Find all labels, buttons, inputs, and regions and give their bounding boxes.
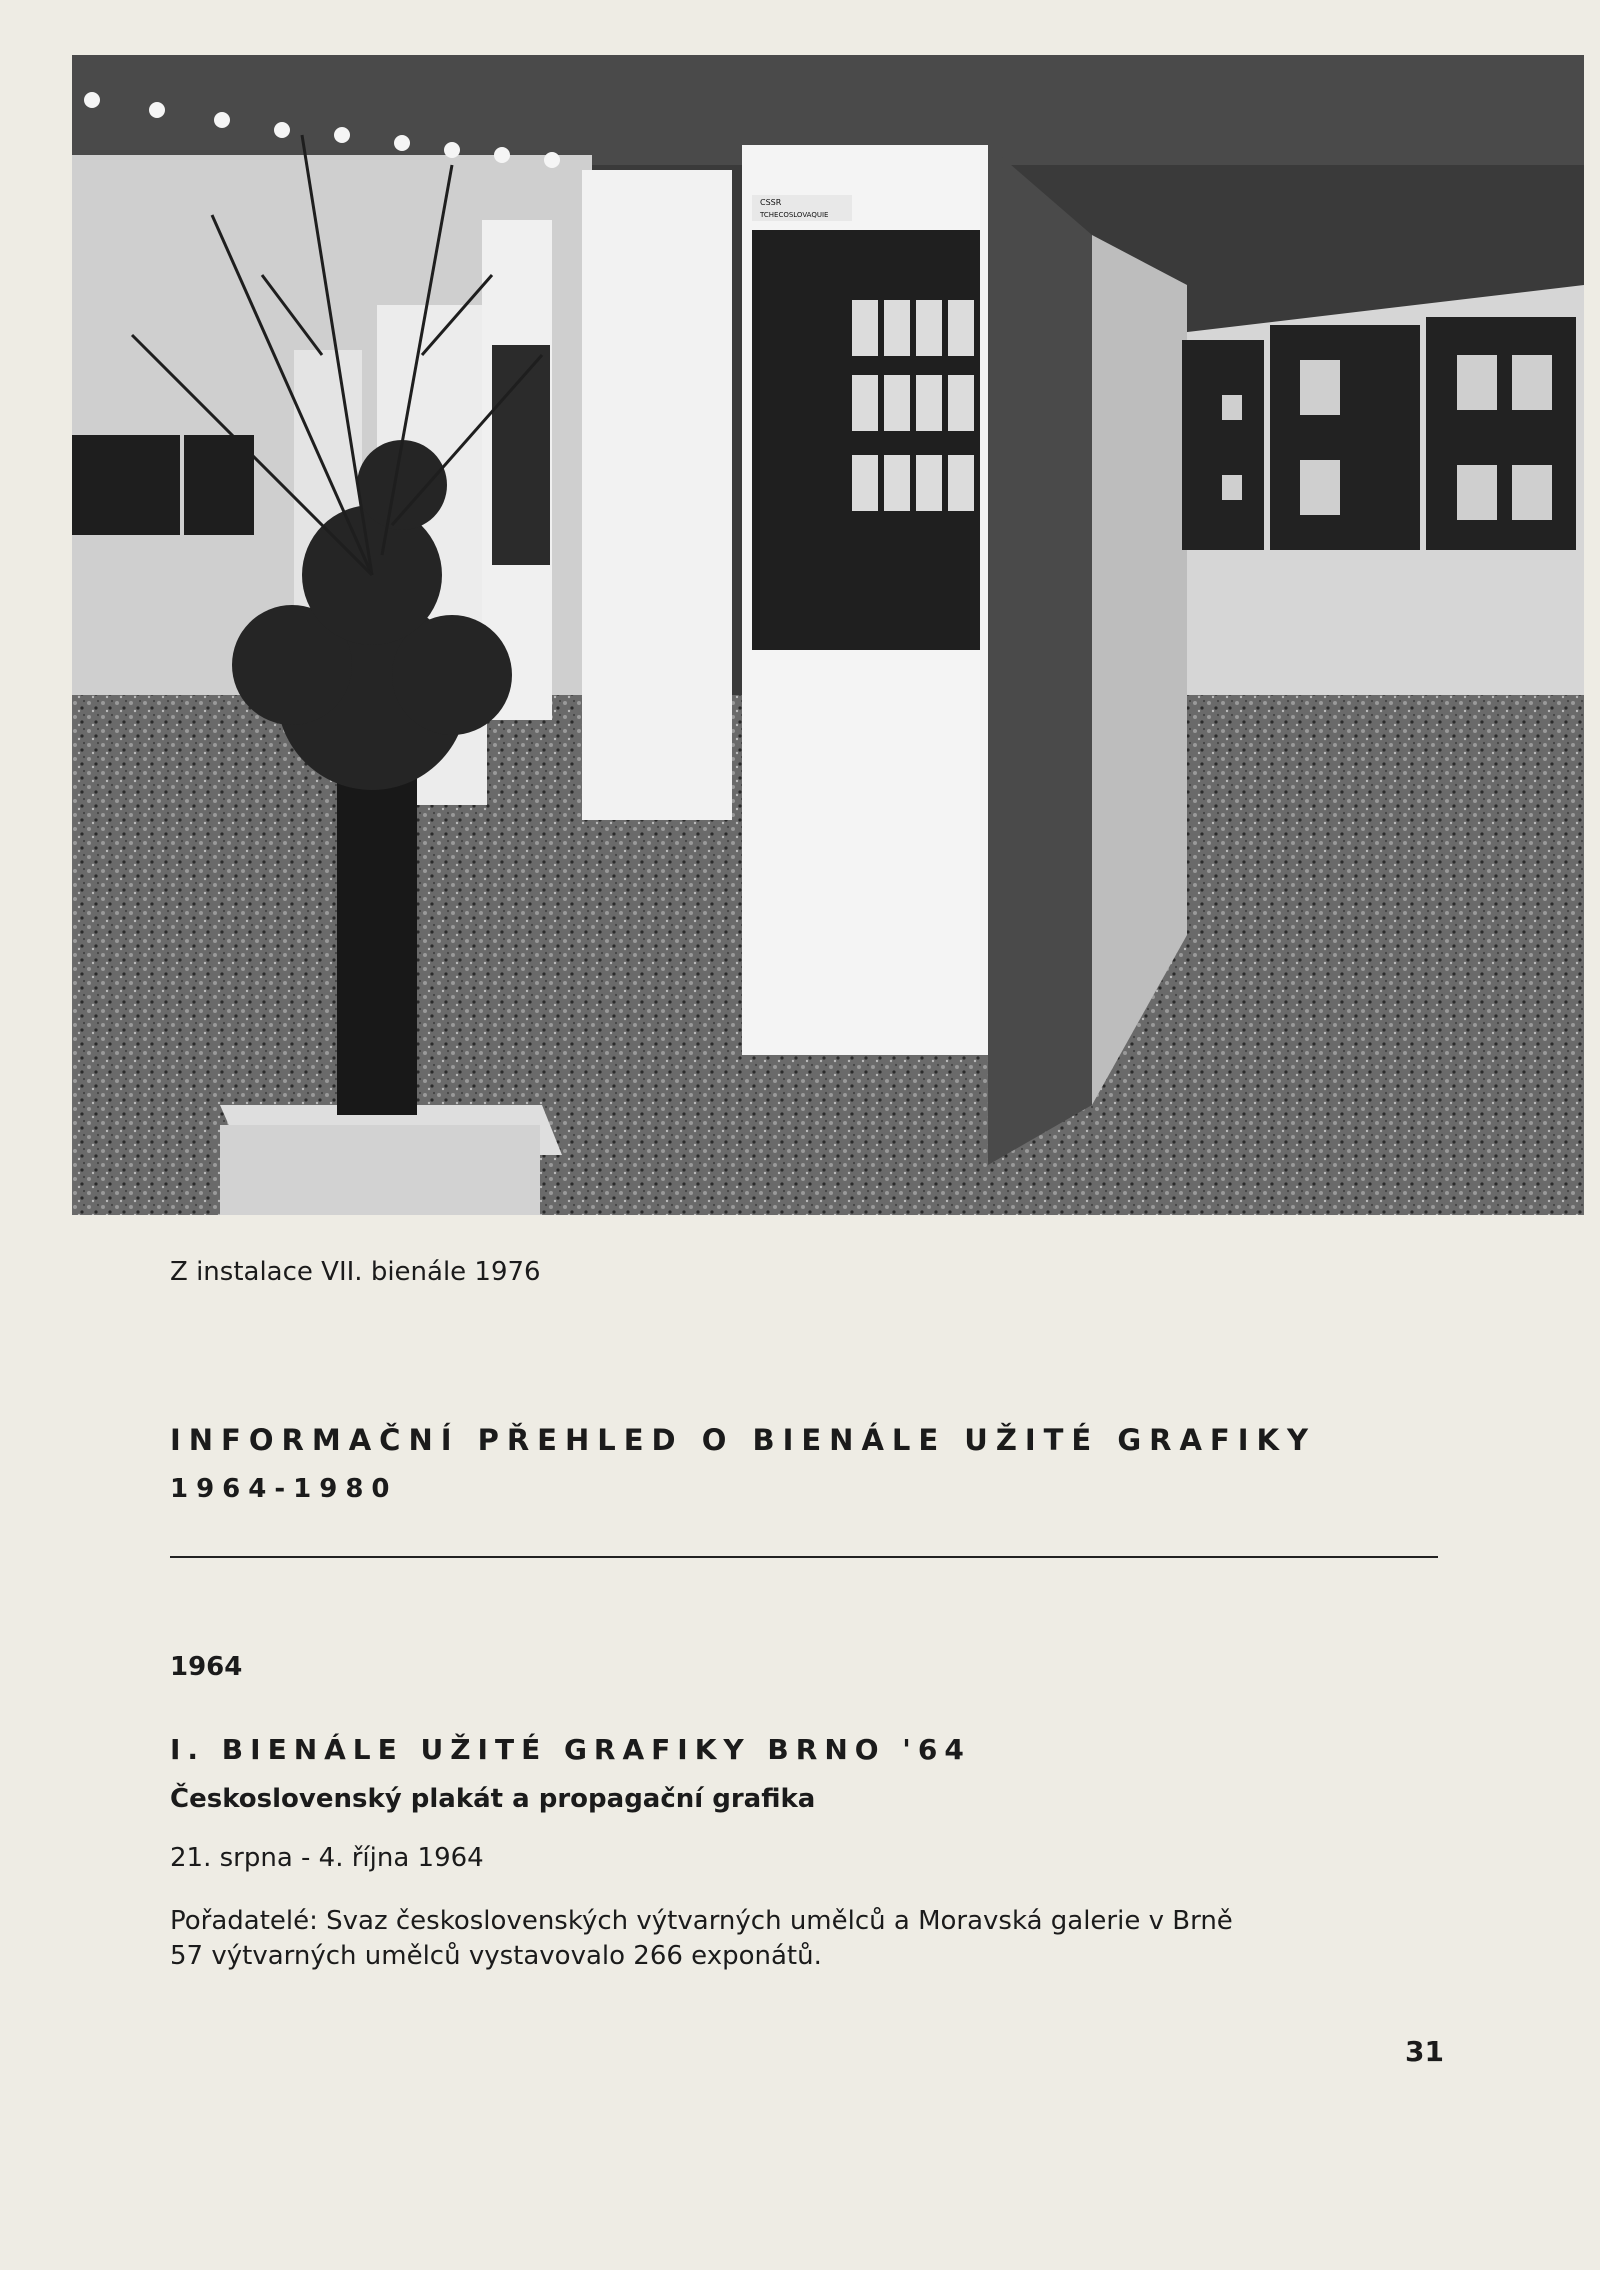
- panel-label-tchecoslovaquie: TCHECOSLOVAQUIE: [760, 211, 829, 219]
- divider-rule: [170, 1556, 1438, 1558]
- section-title: INFORMAČNÍ PŘEHLED O BIENÁLE UŽITÉ GRAFIKY: [170, 1423, 1316, 1457]
- page-number: 31: [1405, 2035, 1444, 2068]
- entry-title: I. BIENÁLE UŽITÉ GRAFIKY BRNO '64: [170, 1733, 971, 1766]
- entry-organizers: Pořadatelé: Svaz československých výtvarných umělců a Moravská galerie v Brně: [170, 1906, 1233, 1936]
- entry-year: 1964: [170, 1652, 243, 1682]
- entry-subtitle: Československý plakát a propagační grafika: [170, 1784, 816, 1814]
- entry-dates: 21. srpna - 4. října 1964: [170, 1843, 484, 1873]
- section-years: 1964-1980: [170, 1474, 398, 1504]
- exhibition-photo: [72, 55, 1584, 1215]
- photo-caption: Z instalace VII. bienále 1976: [170, 1257, 541, 1287]
- panel-label-cssr: CSSR: [760, 198, 782, 207]
- entry-exhibitors: 57 výtvarných umělců vystavovalo 266 exponátů.: [170, 1941, 822, 1971]
